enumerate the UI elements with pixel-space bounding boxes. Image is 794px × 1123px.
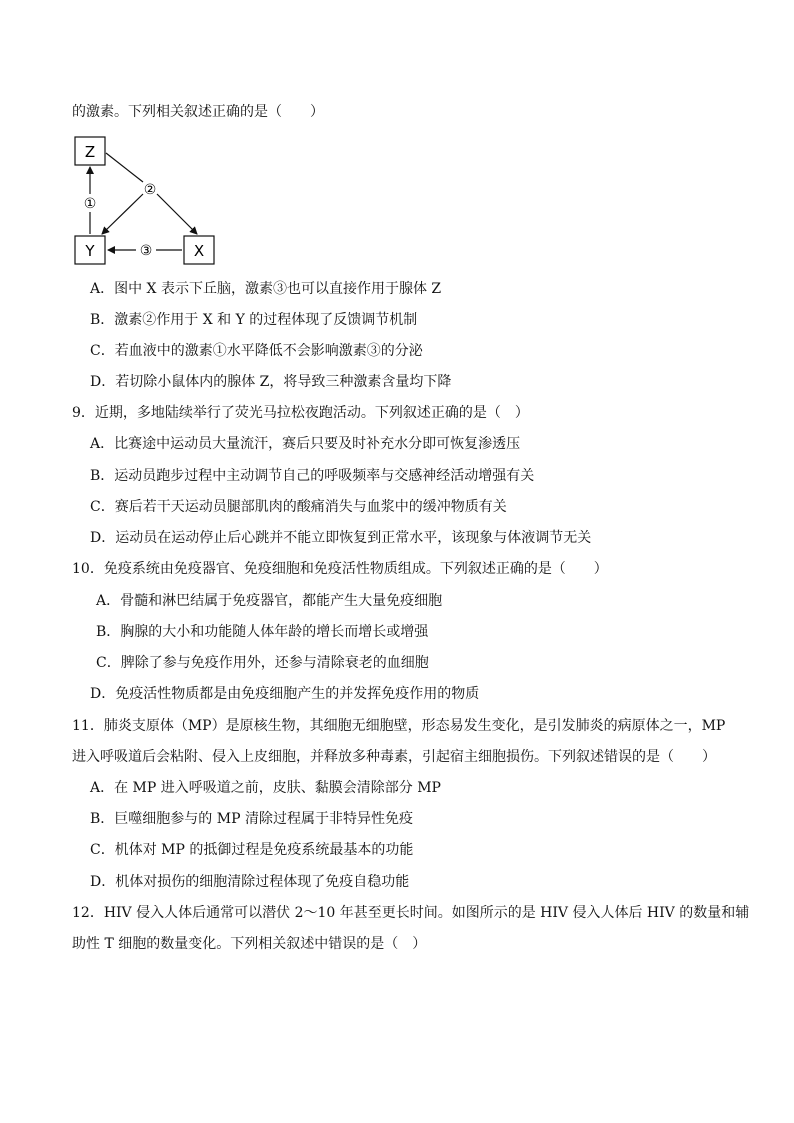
hormone-regulation-diagram — [70, 134, 220, 270]
arrow-z-to-2 — [106, 153, 143, 182]
q8-option-a: A．图中 X 表示下丘脑，激素③也可以直接作用于腺体 Z — [90, 281, 442, 297]
label-2: ② — [143, 182, 157, 198]
label-3: ③ — [139, 243, 153, 259]
node-x-label: X — [193, 242, 205, 260]
q8-stem-tail: 的激素。下列相关叙述正确的是（ ） — [72, 104, 324, 120]
arrow-2-to-x — [157, 194, 197, 234]
q11-option-d: D．机体对损伤的细胞清除过程体现了免疫自稳功能 — [90, 874, 410, 890]
q10-option-c: C．脾除了参与免疫作用外，还参与清除衰老的血细胞 — [96, 655, 429, 671]
q8-option-b: B．激素②作用于 X 和 Y 的过程体现了反馈调节机制 — [90, 312, 418, 328]
q8-option-c: C．若血液中的激素①水平降低不会影响激素③的分泌 — [90, 343, 423, 359]
q12-stem-line1: 12．HIV 侵入人体后通常可以潜伏 2～10 年甚至更长时间。如图所示的是 HIV 侵入人体后 HIV 的数量和辅 — [72, 905, 750, 921]
q11-stem-line2: 进入呼吸道后会粘附、侵入上皮细胞，并释放多种毒素，引起宿主细胞损伤。下列叙述错误的是（ ） — [72, 749, 716, 765]
q8-option-d: D．若切除小鼠体内的腺体 Z，将导致三种激素含量均下降 — [90, 374, 452, 390]
q10-option-b: B．胸腺的大小和功能随人体年龄的增长而增长或增强 — [96, 624, 429, 640]
node-y-label: Y — [85, 242, 95, 260]
q9-stem: 9．近期，多地陆续举行了荧光马拉松夜跑活动。下列叙述正确的是（ ） — [72, 405, 529, 421]
q10-option-a: A．骨髓和淋巴结属于免疫器官，都能产生大量免疫细胞 — [96, 593, 443, 609]
q9-option-d: D．运动员在运动停止后心跳并不能立即恢复到正常水平，该现象与体液调节无关 — [90, 530, 592, 546]
q11-stem-line1: 11．肺炎支原体（MP）是原核生物，其细胞无细胞壁，形态易发生变化，是引发肺炎的病原体之一，MP — [72, 718, 726, 734]
q11-option-c: C．机体对 MP 的抵御过程是免疫系统最基本的功能 — [90, 842, 414, 858]
arrow-2-to-y — [102, 194, 143, 234]
q9-option-c: C．赛后若干天运动员腿部肌肉的酸痛消失与血浆中的缓冲物质有关 — [90, 499, 507, 515]
q10-stem: 10．免疫系统由免疫器官、免疫细胞和免疫活性物质组成。下列叙述正确的是（ ） — [72, 561, 608, 577]
node-z-label: Z — [84, 143, 96, 161]
q9-option-a: A．比赛途中运动员大量流汗，赛后只要及时补充水分即可恢复渗透压 — [90, 436, 521, 452]
q10-option-d: D．免疫活性物质都是由免疫细胞产生的并发挥免疫作用的物质 — [90, 686, 480, 702]
label-1: ① — [83, 196, 97, 212]
q11-option-a: A．在 MP 进入呼吸道之前，皮肤、黏膜会清除部分 MP — [90, 780, 441, 796]
q9-option-b: B．运动员跑步过程中主动调节自己的呼吸频率与交感神经活动增强有关 — [90, 468, 535, 484]
q12-stem-line2: 助性 T 细胞的数量变化。下列相关叙述中错误的是（ ） — [72, 936, 427, 952]
q11-option-b: B．巨噬细胞参与的 MP 清除过程属于非特异性免疫 — [90, 811, 413, 827]
